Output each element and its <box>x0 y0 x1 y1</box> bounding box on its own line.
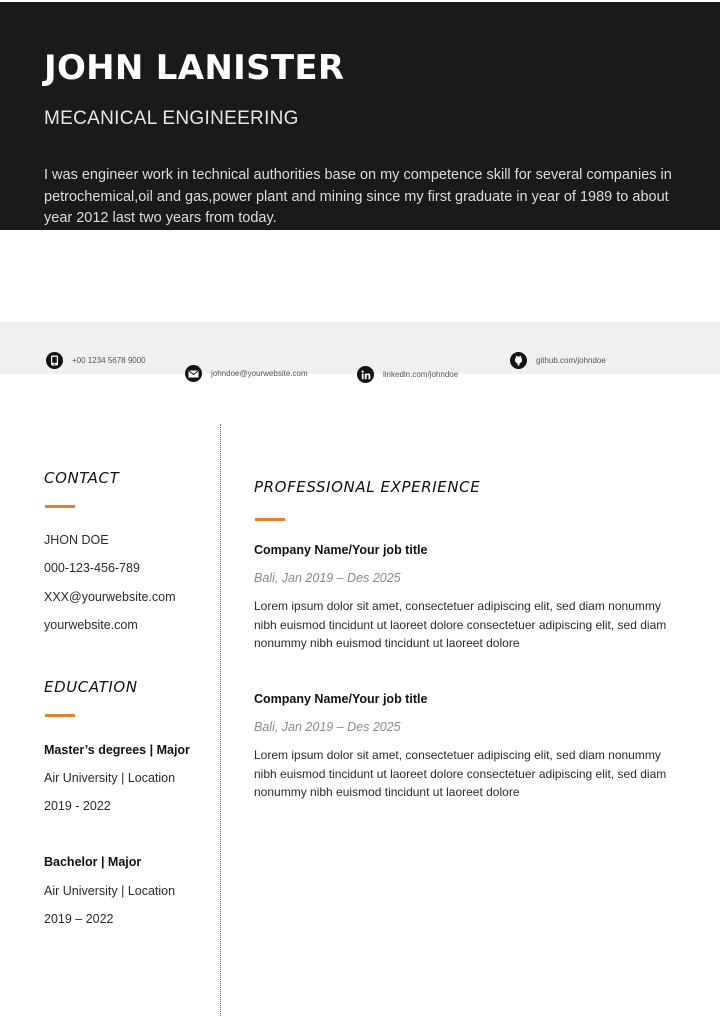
contact-email-address[interactable]: XXX@yourwebsite.com <box>44 590 176 604</box>
contact-phone-number: 000-123-456-789 <box>44 561 140 575</box>
phone-icon <box>46 352 63 369</box>
person-name: JOHN LANISTER <box>44 48 345 88</box>
job-title-heading: Company Name/Your job title <box>254 543 428 557</box>
linkedin-icon <box>357 366 374 383</box>
education-years: 2019 - 2022 <box>44 799 111 813</box>
contact-name: JHON DOE <box>44 533 109 547</box>
job-description: Lorem ipsum dolor sit amet, consectetuer adipiscing elit, sed diam nonummy nibh euismod tincidunt ut laoreet dolore consectetuer adipiscing elit, sed diam nonummy nibh euismod tincidunt ut laoreet dolore <box>254 599 667 650</box>
education-degree: Bachelor | Major <box>44 855 142 869</box>
email-text: johndoe@yourwebsite.com <box>211 369 308 378</box>
contact-linkedin[interactable] <box>357 366 458 383</box>
job-date: Bali, Jan 2019 – Des 2025 <box>254 571 401 585</box>
education-school: Air University | Location <box>44 884 176 898</box>
education-accent-line <box>45 714 75 717</box>
github-icon <box>510 352 527 369</box>
phone-text: +00 1234 5678 9000 <box>72 356 146 365</box>
profile-summary: I was engineer work in technical authorities base on my competence skill for several companies in petrochemical,oil and gas,power plant and mining since my first graduate in year of 1989 to about year 2012 last two years from today. <box>44 167 672 226</box>
education-heading: EDUCATION <box>44 678 138 696</box>
experience-accent-line <box>255 518 285 521</box>
contact-website[interactable]: yourwebsite.com <box>44 618 138 632</box>
contact-heading: CONTACT <box>44 469 120 487</box>
experience-heading: PROFESSIONAL EXPERIENCE <box>254 478 481 496</box>
job-date: Bali, Jan 2019 – Des 2025 <box>254 720 401 734</box>
contact-github[interactable] <box>510 352 606 369</box>
education-years: 2019 – 2022 <box>44 912 114 926</box>
job-title-heading: Company Name/Your job title <box>254 692 428 706</box>
column-divider <box>220 424 221 1016</box>
education-school: Air University | Location <box>44 771 176 785</box>
job-description: Lorem ipsum dolor sit amet, consectetuer adipiscing elit, sed diam nonummy nibh euismod tincidunt ut laoreet dolore consectetuer adipiscing elit, sed diam nonummy nibh euismod tincidunt ut laoreet dolore <box>254 748 667 799</box>
header-banner <box>0 2 720 230</box>
contact-email[interactable] <box>185 365 308 382</box>
email-icon <box>185 365 202 382</box>
contact-phone[interactable] <box>46 352 146 369</box>
github-text: github.com/johndoe <box>536 356 606 365</box>
contact-accent-line <box>45 505 75 508</box>
education-degree: Master’s degrees | Major <box>44 743 190 757</box>
linkedin-text: linkedin.com/johndoe <box>383 370 459 379</box>
job-title: MECANICAL ENGINEERING <box>44 108 299 129</box>
